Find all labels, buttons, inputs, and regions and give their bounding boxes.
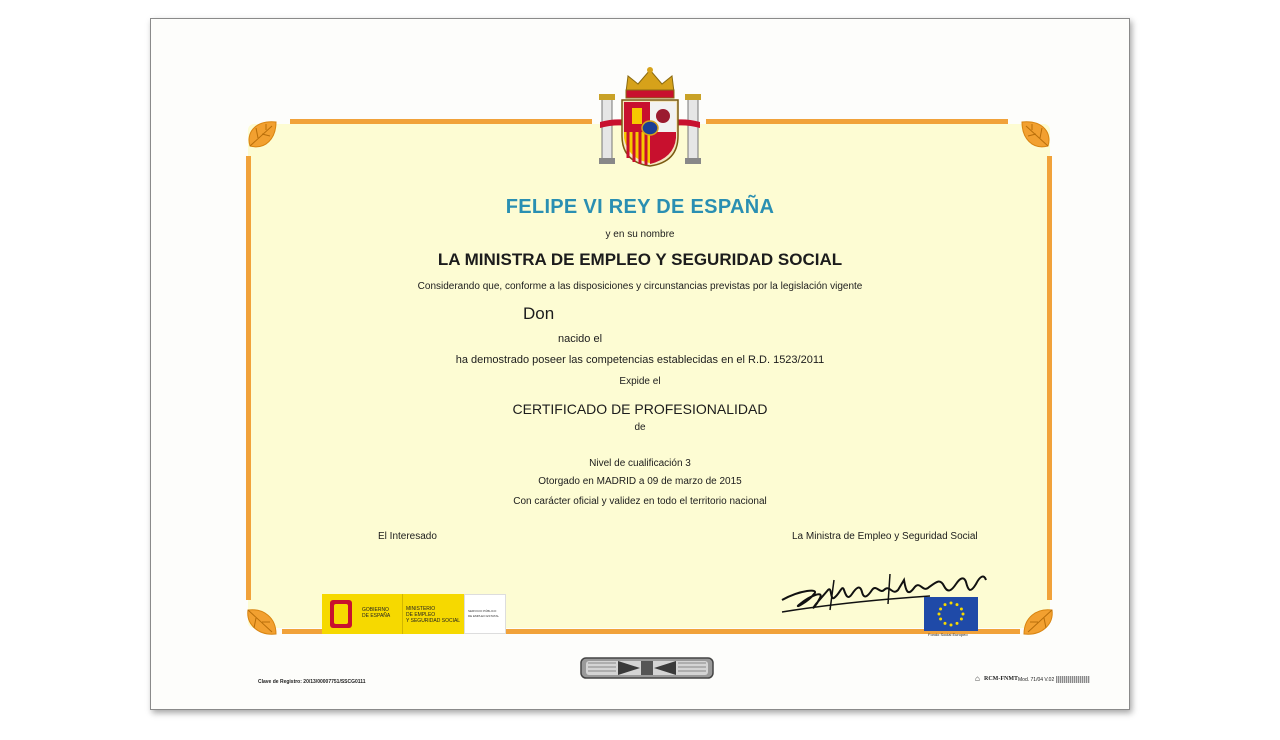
considering-text: Considerando que, conforme a las disposiciones y circunstancias previstas por la legislación vigente	[417, 281, 863, 292]
model-label: Mod. 71/04 V.02	[1018, 677, 1055, 683]
registry-key: Clave de Registro: 20/13/00007751/SSCG0111	[258, 679, 366, 685]
gobierno-line2: DE ESPAÑA	[362, 613, 391, 619]
sepe-line2: DE EMPLEO ESTATAL	[468, 614, 500, 618]
fnmt-mark-icon: ⌂	[975, 674, 980, 683]
eu-caption: Fondo Social Europeo	[928, 632, 968, 637]
eu-logo	[924, 597, 978, 639]
gobierno-line1: GOBIERNO	[362, 607, 389, 613]
granted-text: Otorgado en MADRID a 09 de marzo de 2015	[538, 476, 742, 487]
barcode	[1056, 676, 1090, 683]
of-text: de	[634, 422, 646, 433]
border-top-left	[290, 119, 592, 124]
border-top-right	[706, 119, 1008, 124]
leaf-corner-icon	[1014, 116, 1054, 156]
minister-signature-label: La Ministra de Empleo y Seguridad Social	[792, 531, 978, 542]
ministerio-line3: Y SEGURIDAD SOCIAL	[406, 618, 461, 624]
interested-label: El Interesado	[378, 531, 437, 542]
on-behalf-text: y en su nombre	[605, 229, 675, 240]
born-label: nacido el	[558, 333, 603, 345]
sepe-line1: SERVICIO PÚBLICO	[468, 609, 497, 613]
validity-text: Con carácter oficial y validez en todo el territorio nacional	[513, 496, 767, 507]
heading-minister: LA MINISTRA DE EMPLEO Y SEGURIDAD SOCIAL	[437, 250, 843, 269]
competences-text: ha demostrado poseer las competencias establecidas en el R.D. 1523/2011	[455, 354, 825, 366]
ministerio-line2: DE EMPLEO	[406, 612, 436, 618]
leaf-corner-icon	[244, 600, 284, 640]
ministerio-line1: MINISTERIO	[406, 606, 436, 612]
qualification-level: Nivel de cualificación 3	[589, 458, 691, 469]
heading-king: FELIPE VI REY DE ESPAÑA	[505, 196, 775, 218]
ministry-logo	[322, 594, 506, 634]
leaf-corner-icon	[244, 116, 284, 156]
don-label: Don	[523, 304, 555, 323]
rcm-fnmt-label: RCM-FNMT	[984, 676, 1018, 682]
certificate-title: CERTIFICADO DE PROFESIONALIDAD	[512, 401, 768, 417]
leaf-corner-icon	[1016, 600, 1056, 640]
coat-of-arms-icon	[598, 66, 702, 170]
security-seal-icon	[580, 657, 714, 679]
eu-flag-icon	[924, 597, 978, 631]
issues-text: Expide el	[619, 376, 661, 387]
